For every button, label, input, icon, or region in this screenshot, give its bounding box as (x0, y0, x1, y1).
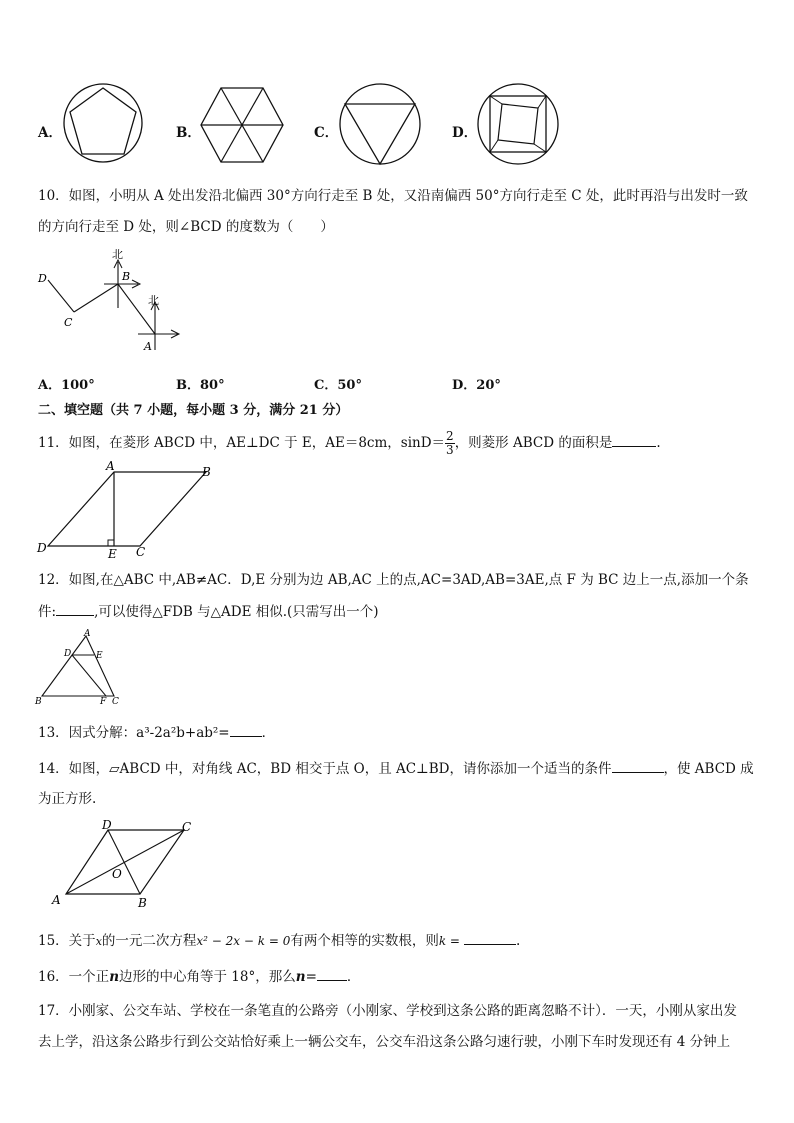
q13-answer-blank[interactable] (230, 722, 262, 737)
section-2-heading: 二、填空题（共 7 小题，每小题 3 分，满分 21 分） (38, 403, 349, 418)
q16-text-pre: 16．一个正 (38, 969, 110, 985)
q15-text-pre: 15．关于 (38, 933, 96, 949)
pentagon-in-circle-figure (62, 82, 144, 164)
q16-var-n2: n (295, 969, 306, 985)
q11-answer-blank[interactable] (612, 432, 656, 447)
q15-answer-blank[interactable] (464, 930, 516, 945)
squares-in-circle-figure (476, 82, 560, 166)
north-label-bottom: 北 (148, 294, 159, 307)
q15-text-post: 有两个相等的实数根，则 (290, 933, 439, 949)
rhombus-point-c: C (136, 545, 146, 559)
rhombus-point-b: B (202, 465, 211, 479)
q15-text-mid: 的一元二次方程 (101, 933, 197, 949)
q14-line1 (38, 758, 754, 779)
q10-option-c: C．50° (314, 378, 362, 393)
q15-equation: x² − 2x − k = 0 (196, 934, 291, 948)
q13-text: 13．因式分解：a³-2a²b+ab²= (38, 725, 230, 741)
north-label-top: 北 (112, 248, 123, 261)
tri-point-c: C (112, 697, 119, 707)
q12-line1: 12．如图,在△ABC 中,AB≠AC．D,E 分别为边 AB,AC 上的点,AC=3AD,AB=3AE,点 F 为 BC 边上一点,添加一个条 (38, 572, 749, 588)
q10-line2: 的方向行走至 D 处，则∠BCD 的度数为（ ） (38, 219, 334, 235)
para-point-b: B (138, 896, 147, 910)
q9-option-a-label: A． (38, 125, 62, 141)
rhombus-point-a: A (106, 460, 115, 473)
q16-end: ． (346, 969, 361, 985)
q15-end: . (515, 933, 521, 949)
q15-var-x: x (95, 935, 102, 948)
q11-fraction (445, 430, 455, 457)
q11-frac-den: 3 (446, 443, 454, 457)
q10-option-a: A．100° (38, 378, 95, 393)
q12-answer-blank[interactable] (56, 601, 94, 616)
q16-answer-blank[interactable] (317, 966, 347, 981)
rhombus-point-e: E (108, 547, 117, 560)
q13-line (38, 722, 275, 743)
q14-line1-post: ，使 ABCD 成 (663, 761, 754, 777)
hexagon-with-diagonals-figure (199, 86, 285, 164)
point-a-label: A (144, 340, 152, 353)
q14-line1-pre: 14．如图，▱ABCD 中，对角线 AC，BD 相交于点 O，且 AC⊥BD，请你添加一个适当的条件 (38, 761, 612, 777)
tri-point-e: E (96, 651, 103, 661)
q16-line (38, 966, 360, 987)
q14-answer-blank[interactable] (612, 758, 664, 773)
para-point-d: D (102, 818, 112, 832)
q17-line2: 去上学，沿这条公路步行到公交站恰好乘上一辆公交车，公交车沿这条公路匀速行驶，小刚下车时发现还有 4 分钟上 (38, 1034, 731, 1050)
para-point-o: O (112, 867, 122, 881)
q10-option-b: B．80° (176, 378, 225, 393)
point-b-label: B (122, 270, 131, 283)
tri-point-b: B (35, 697, 42, 707)
q10-line1: 10．如图，小明从 A 处出发沿北偏西 30°方向行走至 B 处，又沿南偏西 50°方向行走至 C 处，此时再沿与出发时一致 (38, 188, 748, 204)
q11-text-post: ，则菱形 ABCD 的面积是 (454, 435, 613, 451)
q12-triangle-figure (34, 628, 124, 710)
q16-var-n: n (109, 969, 120, 985)
tri-point-f: F (100, 697, 107, 707)
q16-eq: = (305, 969, 317, 985)
q9-option-b-label: B． (176, 125, 201, 141)
tri-point-a: A (84, 629, 91, 639)
q11-frac-num: 2 (446, 429, 454, 443)
q12-line2-post: ,可以使得△FDB 与△ADE 相似.(只需写出一个) (94, 604, 379, 620)
q12-line2 (38, 601, 379, 622)
q10-direction-figure (34, 246, 184, 358)
q9-option-c-label: C． (314, 125, 339, 141)
q14-line2: 为正方形. (38, 791, 97, 807)
q15-line (38, 930, 520, 952)
q15-k-equals: k = (438, 934, 460, 948)
para-point-c: C (182, 820, 192, 834)
q11-text-end: . (656, 435, 661, 451)
q9-option-d-label: D． (452, 125, 478, 141)
q16-text-mid: 边形的中心角等于 18°，那么 (119, 969, 296, 985)
tri-point-d: D (64, 649, 72, 659)
point-c-label: C (64, 316, 73, 329)
triangle-in-circle-figure (338, 82, 422, 166)
q10-option-d: D．20° (452, 378, 501, 393)
para-point-a: A (52, 893, 61, 907)
q12-line2-pre: 件: (38, 604, 57, 620)
rhombus-point-d: D (37, 541, 47, 555)
q11-line (38, 430, 661, 457)
q11-text-pre: 11．如图，在菱形 ABCD 中，AE⊥DC 于 E，AE＝8cm，sinD＝ (38, 435, 446, 451)
point-d-label: D (38, 272, 47, 285)
q13-end: ． (261, 725, 276, 741)
q17-line1: 17．小刚家、公交车站、学校在一条笔直的公路旁（小刚家、学校到这条公路的距离忽略不计）．一天，小刚从家出发 (38, 1003, 737, 1019)
q11-rhombus-figure (34, 460, 224, 560)
q14-parallelogram-figure (44, 818, 204, 910)
